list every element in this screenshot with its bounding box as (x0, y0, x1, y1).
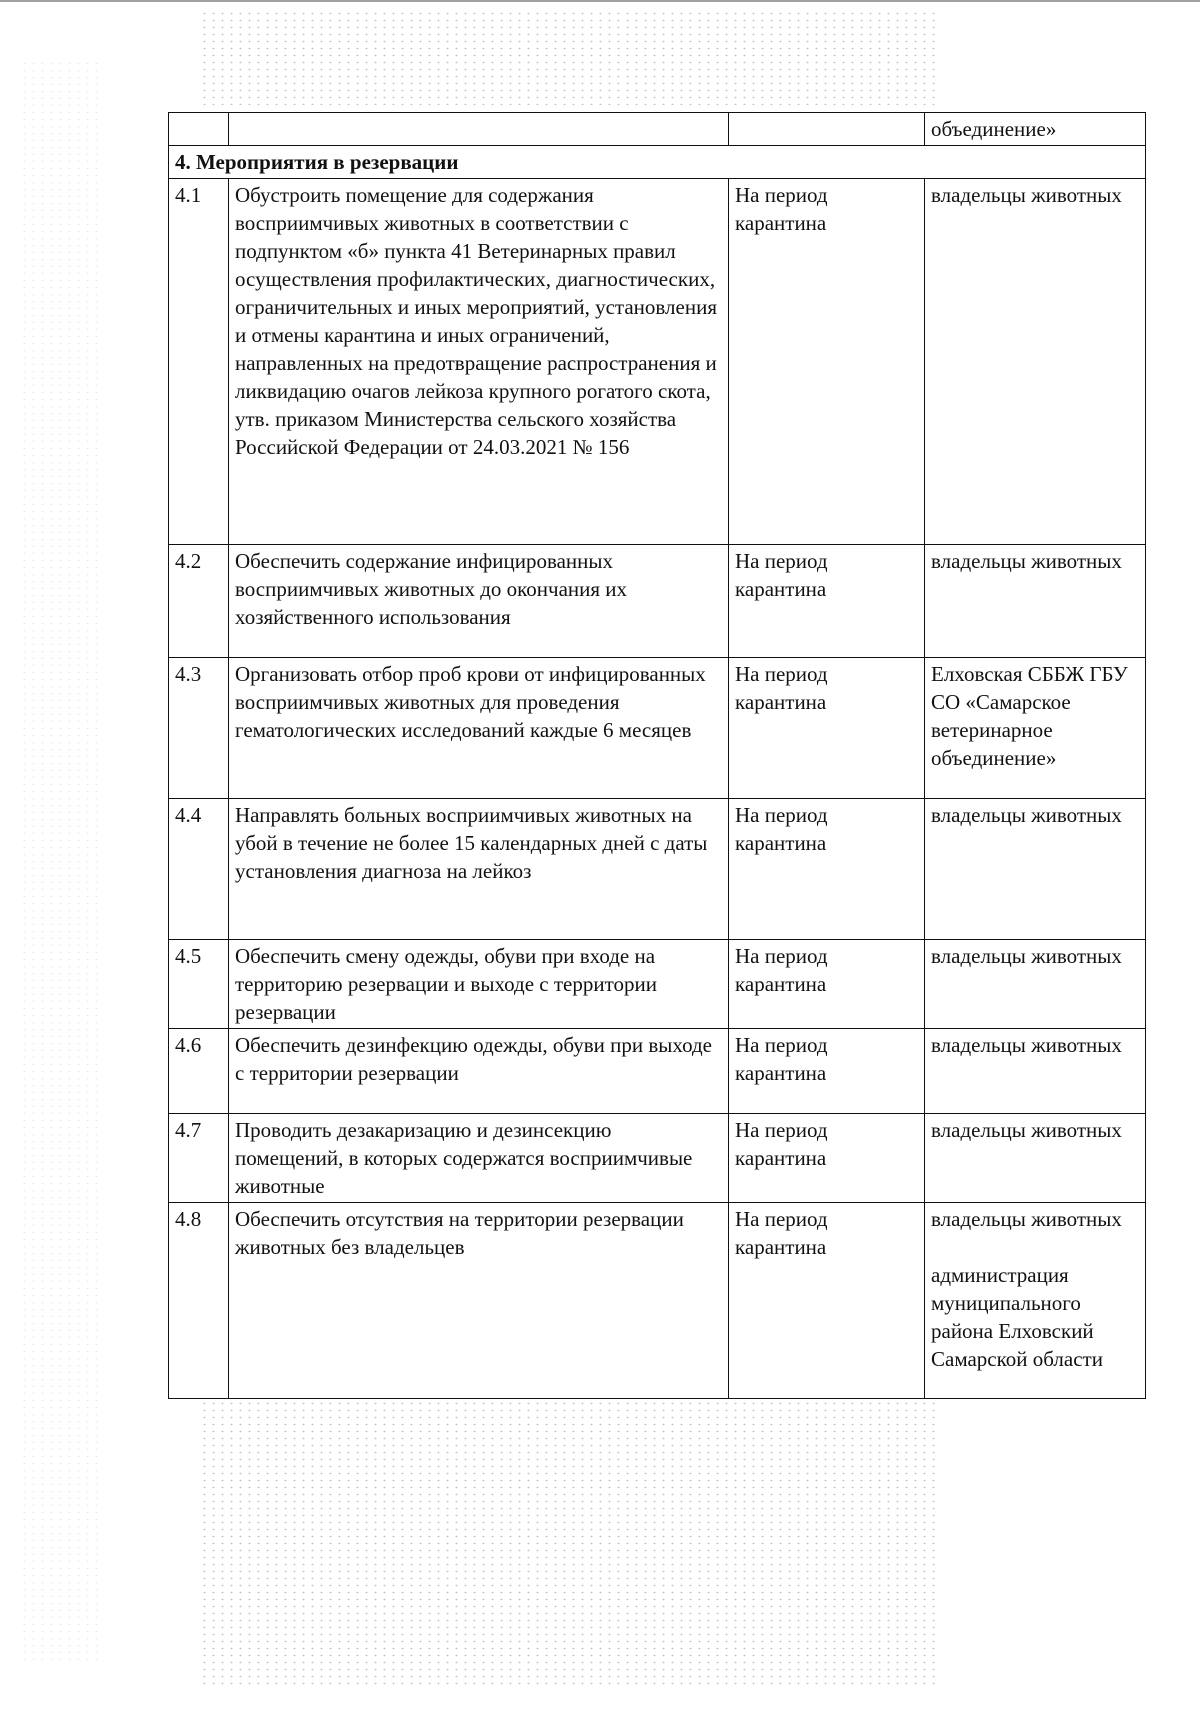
cell-term: На период карантина (729, 940, 925, 1029)
responsible-primary: владельцы животных (931, 1207, 1122, 1231)
continuation-row (169, 113, 1146, 146)
cell-num: 4.1 (169, 179, 229, 545)
table-row (169, 799, 1146, 940)
scan-noise-top (200, 10, 940, 105)
cell-term: На период карантина (729, 799, 925, 940)
scan-noise-bottom (200, 1400, 940, 1690)
cell-term: На период карантина (729, 1029, 925, 1114)
table-row (169, 658, 1146, 799)
cell-term (729, 113, 925, 146)
table-row (169, 545, 1146, 658)
cell-responsible: владельцы животных (925, 799, 1146, 940)
cell-num: 4.7 (169, 1114, 229, 1203)
cell-responsible: владельцы животных (925, 1029, 1146, 1114)
measures-table (168, 112, 1146, 1399)
cell-term: На период карантина (729, 1114, 925, 1203)
cell-description (229, 113, 729, 146)
cell-num: 4.5 (169, 940, 229, 1029)
cell-term: На период карантина (729, 658, 925, 799)
cell-num: 4.8 (169, 1203, 229, 1399)
cell-term: На период карантина (729, 179, 925, 545)
cell-num (169, 113, 229, 146)
cell-num: 4.3 (169, 658, 229, 799)
cell-num: 4.2 (169, 545, 229, 658)
cell-description: Организовать отбор проб крови от инфицированных восприимчивых животных для проведения гематологических исследований каждые 6 месяцев (229, 658, 729, 799)
cell-num: 4.6 (169, 1029, 229, 1114)
cell-description: Обеспечить отсутствия на территории резервации животных без владельцев (229, 1203, 729, 1399)
table-row (169, 1203, 1146, 1399)
scan-top-edge (0, 0, 1200, 2)
table-row (169, 1029, 1146, 1114)
cell-term: На период карантина (729, 1203, 925, 1399)
section-header-row (169, 146, 1146, 179)
cell-description: Направлять больных восприимчивых животных на убой в течение не более 15 календарных дней с даты установления диагноза на лейкоз (229, 799, 729, 940)
cell-responsible: владельцы животных (925, 1114, 1146, 1203)
cell-description: Проводить дезакаризацию и дезинсекцию помещений, в которых содержатся восприимчивые животные (229, 1114, 729, 1203)
table-row (169, 1114, 1146, 1203)
table-row (169, 940, 1146, 1029)
cell-description: Обустроить помещение для содержания восприимчивых животных в соответствии с подпунктом «б» пункта 41 Ветеринарных правил осуществления профилактических, диагностических, ограничительных и иных мероприятий, установления и отмены карантина и иных ограничений, направленных на предотвращение распространения и ликвидацию очагов лейкоза крупного рогатого скота, утв. приказом Министерства сельского хозяйства Российской Федерации от 24.03.2021 № 156 (229, 179, 729, 545)
cell-description: Обеспечить смену одежды, обуви при входе на территорию резервации и выходе с территории резервации (229, 940, 729, 1029)
cell-description: Обеспечить содержание инфицированных восприимчивых животных до окончания их хозяйственного использования (229, 545, 729, 658)
cell-responsible: владельцы животных (925, 179, 1146, 545)
cell-responsible: Елховская СББЖ ГБУ СО «Самарское ветеринарное объединение» (925, 658, 1146, 799)
cell-term: На период карантина (729, 545, 925, 658)
section-title: 4. Мероприятия в резервации (169, 146, 1146, 179)
cell-num: 4.4 (169, 799, 229, 940)
cell-responsible: объединение» (925, 113, 1146, 146)
responsible-secondary: администрация муниципального района Елховский Самарской области (931, 1263, 1103, 1371)
table-row (169, 179, 1146, 545)
cell-responsible: владельцы животных (925, 545, 1146, 658)
cell-description: Обеспечить дезинфекцию одежды, обуви при выходе с территории резервации (229, 1029, 729, 1114)
scan-noise-left (20, 60, 100, 1660)
cell-responsible: владельцы животных (925, 940, 1146, 1029)
cell-responsible (925, 1203, 1146, 1399)
